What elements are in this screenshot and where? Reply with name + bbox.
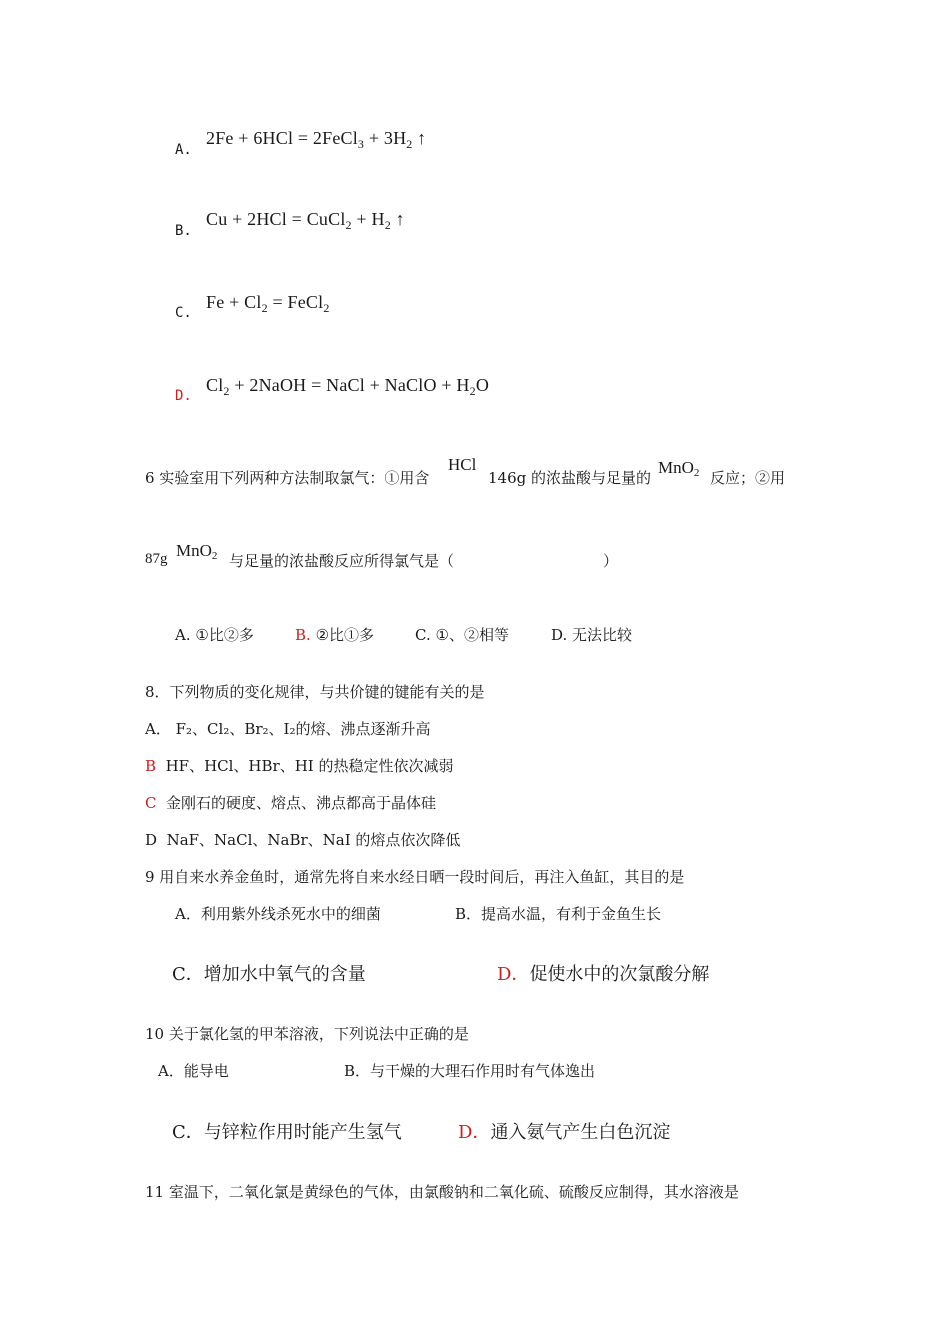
q8-option-a: A． F₂、Cl₂、Br₂、I₂的熔、沸点逐渐升高 — [145, 720, 431, 738]
q6-mno2-formula-1: MnO$_2$ — [658, 458, 700, 479]
q5-option-d-letter: D. — [175, 388, 192, 404]
q10-option-c: C．与锌粒作用时能产生氢气 — [172, 1122, 402, 1143]
q9-option-a: A．利用紫外线杀死水中的细菌 — [175, 905, 381, 923]
q6-answer-paren-close: ） — [603, 552, 619, 570]
q6-stem-part3: 反应；②用 — [710, 469, 786, 487]
q5-option-b-letter: B. — [175, 223, 192, 239]
q10-option-d: D．通入氨气产生白色沉淀 — [458, 1122, 671, 1143]
q10-option-a: A．能导电 — [158, 1062, 229, 1080]
q9-option-c: C．增加水中氧气的含量 — [172, 964, 366, 985]
q5-option-a-letter: A. — [175, 142, 192, 158]
q8-option-b: B HF、HCl、HBr、HI 的热稳定性依次减弱 — [145, 757, 454, 775]
q5-option-c-letter: C. — [175, 305, 192, 321]
q6-option-b: B. ②比①多 — [295, 626, 375, 644]
q5-option-d-equation: $Cl_2$ + 2NaOH = NaCl + NaClO + $H_2O$ — [206, 375, 490, 398]
q5-option-c-equation: $Fe + Cl_2$ = FeCl$_2$ — [206, 292, 330, 315]
q9-option-d: D．促使水中的次氯酸分解 — [497, 964, 710, 985]
q6-option-d: D. 无法比较 — [551, 626, 633, 644]
q5-option-a-equation: 2Fe + 6HCl = 2FeCl$_3$ + $3H_2$ ↑ — [206, 128, 427, 151]
q6-hcl-formula: HCl — [448, 455, 477, 474]
q6-mno2-formula-2: MnO$_2$ — [176, 541, 218, 562]
q10-stem: 10 关于氯化氢的甲苯溶液，下列说法中正确的是 — [145, 1025, 469, 1043]
q6-stem-part2: 146g 的浓盐酸与足量的 — [488, 469, 652, 487]
q9-option-b: B．提高水温，有利于金鱼生长 — [455, 905, 662, 923]
q8-option-c: C 金刚石的硬度、熔点、沸点都高于晶体硅 — [145, 794, 437, 812]
q6-stem-mass: 87g — [145, 551, 168, 567]
q6-stem-part1: 6 实验室用下列两种方法制取氯气：①用含 — [145, 469, 430, 487]
q6-option-c: C. ①、②相等 — [415, 626, 509, 644]
q9-stem: 9 用自来水养金鱼时，通常先将自来水经日晒一段时间后，再注入鱼缸，其目的是 — [145, 868, 685, 886]
q11-stem: 11 室温下，二氧化氯是黄绿色的气体，由氯酸钠和二氧化硫、硫酸反应制得，其水溶液是 — [145, 1183, 739, 1201]
q5-option-b-equation: Cu + 2HCl = CuCl$_2$ + $H_2$ ↑ — [206, 209, 405, 232]
q6-option-a: A. ①比②多 — [175, 626, 254, 644]
q8-option-d: D NaF、NaCl、NaBr、NaI 的熔点依次降低 — [145, 831, 461, 849]
q8-stem: 8．下列物质的变化规律，与共价键的键能有关的是 — [145, 683, 485, 701]
q6-stem-part4: 与足量的浓盐酸反应所得氯气是（ — [229, 552, 455, 570]
q10-option-b: B．与干燥的大理石作用时有气体逸出 — [344, 1062, 596, 1080]
